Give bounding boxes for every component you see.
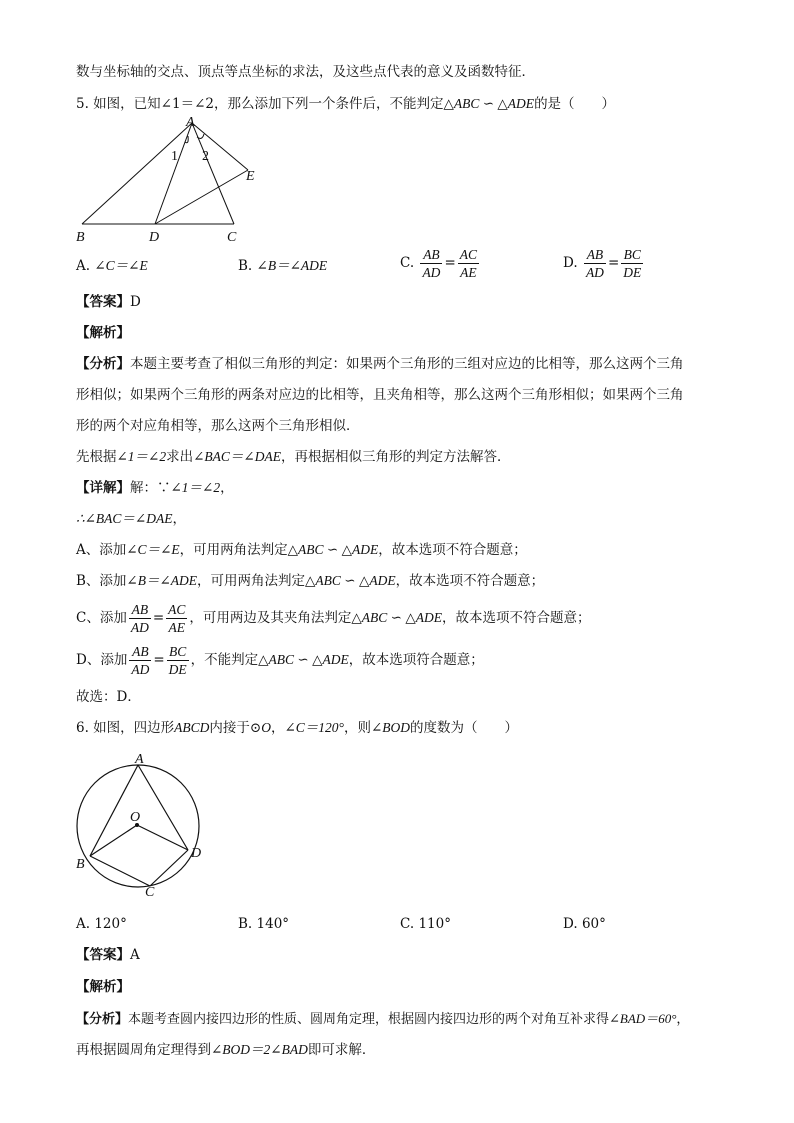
q6-circle-figure [70, 750, 220, 900]
q5-line-ad [155, 123, 192, 224]
frac-numerator: AC [168, 602, 186, 617]
hint-d: ∠BAC＝∠DAE [193, 449, 281, 464]
frac-numerator: AC [459, 247, 478, 262]
q5-solution-a [76, 540, 726, 560]
q5-option-c [400, 246, 481, 281]
q5-option-a-text: ∠C＝∠E [94, 258, 148, 273]
hint-e: ，再根据相似三角形的判定方法解答． [281, 449, 511, 465]
q6-analysis-tag [76, 977, 726, 997]
q5-stem [76, 94, 726, 114]
q5-stem-c: 的是（ ） [534, 96, 616, 112]
q5-option-d-label: D. [563, 255, 578, 271]
fenxi-1a: 本题考查圆内接四边形的性质、圆周角定理，根据圆内接四边形的两个对角互补求得 [128, 1012, 610, 1027]
q6-stem-f: ∠C＝120° [284, 720, 344, 735]
detail-tag: 【详解】 [76, 480, 130, 496]
sol-mid: ，可用两边及其夹角法判定 [189, 610, 352, 626]
equals-sign: = [444, 255, 456, 271]
therefore-text: ∴∠BAC＝∠DAE [76, 511, 173, 526]
q6-label-c: C [145, 885, 155, 900]
equals-sign: = [153, 652, 165, 668]
q6-option-d [563, 914, 606, 934]
q5-solution-b [76, 571, 726, 591]
q6-answer-tag: 【答案】 [76, 947, 130, 963]
q6-stem-b: ABCD [174, 720, 210, 735]
sol-tail: ，故本选项不符合题意； [378, 542, 527, 558]
q5-option-c-label: C. [400, 255, 415, 271]
intro-line: 数与坐标轴的交点、顶点等点坐标的求法，及这些点代表的意义及函数特征． [76, 64, 535, 80]
q6-stem-a: 6. 如图，四边形 [76, 720, 175, 736]
q5-line-de [155, 170, 248, 224]
analysis-tag-text: 【解析】 [76, 325, 130, 341]
q5-line-ab [82, 123, 192, 224]
fenxi-tag: 【分析】 [76, 356, 130, 372]
q5-hint-line [76, 447, 726, 467]
q5-conclusion: 故选：D． [76, 689, 141, 705]
q5-solution-d [76, 640, 726, 680]
fenxi-2b: ∠BOD＝2∠BAD [211, 1042, 308, 1057]
frac-denominator: AD [130, 620, 149, 635]
fenxi-text-1: 本题主要考查了相似三角形的判定：如果两个三角形的三组对应边的比相等，那么这两个三角 [130, 356, 684, 372]
sol-pre: B、添加 [76, 573, 127, 589]
q5-option-d-frac-1 [584, 246, 606, 281]
sol-sim: △ABC ∽ △ADE [351, 610, 442, 625]
q6-option-a-text: 120° [94, 916, 127, 932]
q5-option-b-text: ∠B＝∠ADE [256, 258, 328, 273]
q5-option-d [563, 246, 645, 281]
q5-solution-c [76, 598, 726, 638]
frac-numerator: AB [420, 246, 442, 264]
frac-numerator: AB [129, 643, 151, 661]
q6-stem-i: 的度数为（ ） [410, 720, 519, 736]
sol-frac-2 [167, 643, 189, 678]
sol-frac-2 [166, 601, 187, 636]
q6-fenxi-line-1 [76, 1009, 726, 1030]
hint-c: 求出 [166, 449, 194, 465]
q5-stem-a: 5. 如图，已知∠1＝∠2，那么添加下列一个条件后，不能判定 [76, 96, 444, 112]
therefore-tail: ， [172, 511, 186, 527]
frac-denominator: AD [131, 662, 150, 677]
frac-numerator: BC [621, 246, 643, 264]
q6-label-a: A [135, 752, 144, 767]
q5-option-c-frac-2 [458, 246, 479, 281]
sol-mid: ，不能判定 [190, 652, 259, 668]
q6-option-d-text: 60° [581, 916, 606, 932]
q5-detail-line [76, 478, 726, 498]
q6-fenxi-line-2 [76, 1040, 726, 1060]
q6-option-b-text: 140° [256, 916, 290, 932]
q6-label-d: D [191, 846, 202, 861]
frac-denominator: DE [623, 265, 642, 280]
detail-a: 解：∵ [130, 480, 171, 496]
sol-sim: △ABC ∽ △ADE [305, 573, 396, 588]
equals-sign: = [607, 255, 620, 271]
frac-numerator: AB [129, 601, 151, 619]
sol-tail: ，故本选项不符合题意； [395, 573, 545, 589]
fenxi-tag: 【分析】 [76, 1012, 129, 1027]
q6-label-b: B [76, 857, 85, 872]
q5-answer [76, 292, 726, 312]
fenxi-2a: 再根据圆周角定理得到 [76, 1042, 211, 1058]
q5-analysis-tag [76, 323, 726, 343]
q5-fenxi-line-3: 形的两个对应角相等，那么这两个三角形相似． [76, 418, 360, 434]
q5-fenxi-line-2: 形相似；如果两个三角形的两条对应边的比相等，且夹角相等，那么这两个三角形相似；如果两个三角 [76, 387, 684, 403]
q6-answer-value: A [130, 947, 140, 963]
q5-label-d: D [149, 230, 160, 245]
q6-stem [76, 718, 726, 738]
q5-option-a [76, 256, 148, 276]
sol-tail: ，故本选项不符合题意； [442, 610, 591, 626]
sol-frac-1 [129, 643, 151, 678]
q6-option-b [238, 914, 289, 934]
fenxi-2c: 即可求解． [307, 1042, 376, 1058]
q5-option-a-label: A. [76, 258, 91, 274]
fenxi-1b: ∠BAD＝60° [609, 1011, 677, 1026]
sol-cond: ∠B＝∠ADE [126, 573, 198, 588]
q6-stem-h: ∠BOD [370, 720, 411, 735]
q5-stem-similar: △ABC ∽ △ADE [443, 96, 535, 111]
q5-answer-tag: 【答案】 [76, 294, 130, 310]
frac-denominator: DE [168, 662, 187, 677]
sol-tail: ，故本选项符合题意； [348, 652, 484, 668]
hint-b: ∠1＝∠2 [116, 449, 167, 464]
q5-triangle-figure [70, 114, 280, 246]
q6-answer [76, 945, 726, 965]
sol-cond: ∠C＝∠E [126, 542, 180, 557]
q6-option-b-label: B. [238, 916, 253, 932]
q6-line-ob [90, 825, 137, 856]
q5-label-e: E [246, 169, 255, 184]
q6-option-a [76, 914, 127, 934]
q5-label-c: C [227, 230, 237, 245]
q5-option-b [238, 256, 327, 276]
frac-denominator: AD [422, 265, 441, 280]
q6-option-d-label: D. [563, 916, 578, 932]
frac-numerator: BC [167, 643, 189, 661]
frac-denominator: AD [585, 265, 604, 280]
q6-line-bc [90, 856, 150, 886]
q5-label-b: B [76, 230, 85, 245]
q6-option-c-label: C. [400, 916, 415, 932]
equals-sign: = [152, 610, 165, 626]
q6-stem-c: 内接于 [209, 720, 250, 736]
sol-pre: D、添加 [76, 652, 128, 668]
q6-option-c [400, 914, 451, 934]
frac-denominator: AE [168, 620, 186, 635]
q5-option-d-frac-2 [621, 246, 643, 281]
q5-label-angle-1: 1 [171, 149, 178, 164]
q5-fenxi-line-1 [76, 354, 726, 374]
q5-option-c-frac-1 [420, 246, 442, 281]
sol-sim: △ABC ∽ △ADE [287, 542, 379, 557]
q6-stem-e: ， [270, 720, 285, 736]
sol-frac-1 [129, 601, 151, 636]
sol-pre: C、添加 [76, 610, 127, 626]
detail-c: ， [220, 480, 234, 496]
frac-numerator: AB [584, 246, 606, 264]
sol-mid: ，可用两角法判定 [179, 542, 288, 558]
analysis-tag-text: 【解析】 [76, 979, 130, 995]
sol-mid: ，可用两角法判定 [197, 573, 306, 589]
fenxi-1c: ， [676, 1012, 690, 1027]
q5-label-angle-2: 2 [202, 149, 209, 164]
detail-b: ∠1＝∠2 [170, 480, 221, 495]
sol-pre: A、添加 [76, 542, 127, 558]
q6-option-c-text: 110° [418, 916, 451, 932]
q6-option-a-label: A. [76, 916, 91, 932]
q6-label-o: O [130, 810, 141, 825]
q5-option-b-label: B. [238, 258, 253, 274]
q5-therefore-line [76, 509, 726, 529]
q6-stem-d: ⊙O [249, 720, 271, 735]
q5-answer-value: D [130, 294, 141, 310]
q6-stem-g: ，则 [343, 720, 371, 736]
q5-line-ae [192, 123, 248, 170]
hint-a: 先根据 [76, 449, 117, 465]
q5-label-a: A [186, 115, 195, 130]
sol-sim: △ABC ∽ △ADE [258, 652, 349, 667]
q5-angle-2-arc [197, 134, 204, 138]
frac-denominator: AE [460, 265, 477, 280]
